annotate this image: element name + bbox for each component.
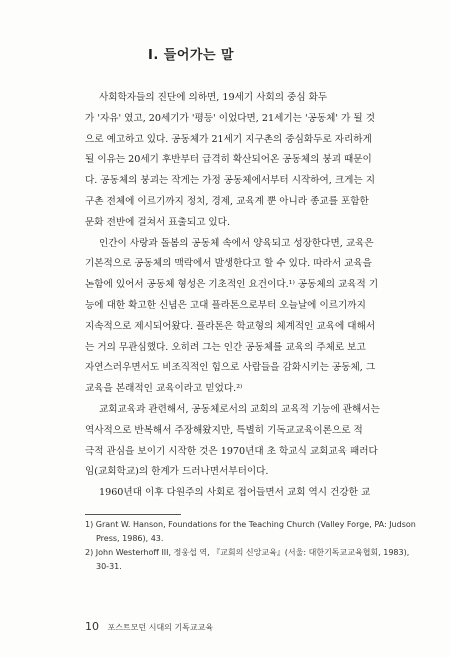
text-line: 지속적으로 제시되어왔다. 플라톤은 학교형의 체계적인 교육에 대해서 xyxy=(85,320,376,332)
text-line: 기본적으로 공동체의 맥락에서 발생한다고 할 수 있다. 따라서 교육을 xyxy=(85,258,372,270)
text-line: 교회교육과 관련해서, 공동체로서의 교회의 교육적 기능에 관해서는 xyxy=(99,403,380,415)
text-line: 논함에 있어서 공동체 형성은 기초적인 요건이다.¹⁾ 공동체의 교육적 기 xyxy=(85,279,379,291)
text-line: 교육을 본래적인 교육이라고 믿었다.²⁾ xyxy=(85,383,243,395)
text-line: 임(교회학교)의 한계가 드러나면서부터이다. xyxy=(85,466,269,478)
paragraph-2 xyxy=(85,234,407,400)
footnote-2-continuation: 30-31. xyxy=(96,562,122,571)
text-line: 는 거의 무관심했다. 오히려 그는 인간 공동체를 교육의 주체로 보고 xyxy=(85,341,366,353)
text-line: 가 '자유' 였고, 20세기가 '평등' 이었다면, 21세기는 '공동체' 가 될 것 xyxy=(85,112,375,124)
footnote-1-continuation: Press, 1986), 43. xyxy=(96,534,164,543)
footnotes xyxy=(85,518,416,574)
paragraph-4 xyxy=(85,483,407,504)
running-title: 포스트모던 시대의 기독교교육 xyxy=(107,623,214,632)
paragraph-1 xyxy=(85,88,407,234)
text-line: 으로 예고하고 있다. 공동체가 21세기 지구촌의 중심화두로 자리하게 xyxy=(85,133,372,145)
page-footer xyxy=(85,620,213,633)
text-line: 역사적으로 반복해서 주장해왔지만, 특별히 기독교교육이론으로 적 xyxy=(85,424,363,436)
paragraph-3 xyxy=(85,400,407,483)
section-heading: Ⅰ. 들어가는 말 xyxy=(148,48,235,63)
text-line: 극적 관심을 보이기 시작한 것은 1970년대 초 학교식 교회교육 패러다 xyxy=(85,445,378,457)
footnote-2: 2) John Westerhoff III, 정웅섭 역, 『교회의 신앙교육』(서울: 대한기독교교육협회, 1983), xyxy=(85,548,410,557)
text-line: 다. 공동체의 붕괴는 작게는 가정 공동체에서부터 시작하여, 크게는 지 xyxy=(85,175,375,187)
text-line: 문화 전반에 걸쳐서 표출되고 있다. xyxy=(85,216,230,228)
text-line: 구촌 전체에 이르기까지 정치, 경제, 교육계 뿐 아니라 종교를 포함한 xyxy=(85,195,369,207)
text-line: 사회학자들의 진단에 의하면, 19세기 사회의 중심 화두 xyxy=(99,92,328,103)
text-line: 인간이 사랑과 돌봄의 공동체 속에서 양육되고 성장한다면, 교육은 xyxy=(99,237,374,249)
text-line: 자연스러우면서도 비조직적인 힘으로 사람들을 감화시키는 공동체, 그 xyxy=(85,362,376,374)
page-number: 10 xyxy=(85,620,99,633)
footnote-divider xyxy=(85,514,181,515)
footnote-1: 1) Grant W. Hanson, Foundations for the Teaching Church (Valley Forge, PA: Judson xyxy=(85,520,416,529)
text-line: 될 이유는 20세기 후반부터 급격히 확산되어온 공동체의 붕괴 때문이 xyxy=(85,154,372,166)
text-line: 1960년대 이후 다원주의 사회로 접어들면서 교회 역시 건강한 교 xyxy=(99,487,371,499)
text-line: 능에 대한 확고한 신념은 고대 플라톤으로부터 오늘날에 이르기까지 xyxy=(85,299,366,311)
body-text xyxy=(85,88,407,504)
